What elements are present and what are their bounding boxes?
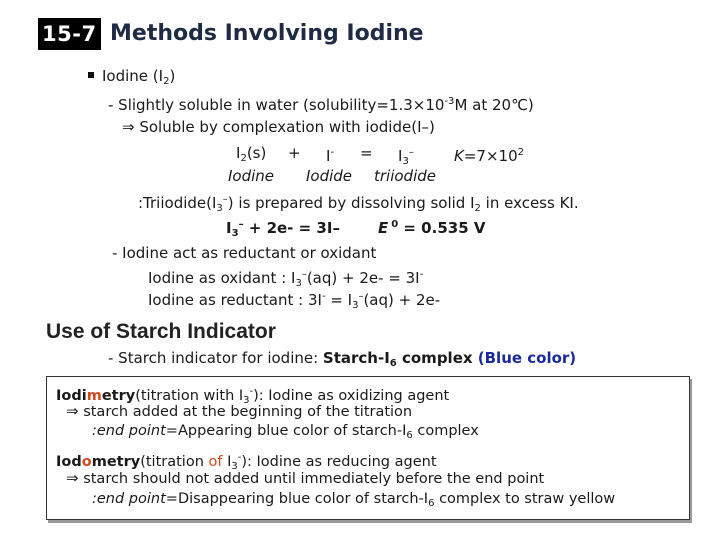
- complexation-line: ⇒ Soluble by complexation with iodide(I–): [122, 118, 435, 136]
- section-number-badge: 15-7: [38, 18, 101, 50]
- eq-iodide: I-: [326, 147, 335, 165]
- implies-arrow-icon: ⇒: [66, 469, 79, 487]
- eq-equals: =: [360, 144, 373, 162]
- iodometry-line: Iodometry(titration of $I_3^-$): Iodine as reducing agent: [56, 452, 437, 472]
- starch-section-title: Use of Starch Indicator: [46, 320, 276, 343]
- iodine-reductant-line: Iodine as reductant : $3I^- = I_3^-(aq) + 2e-$: [148, 291, 441, 311]
- solubility-line: - Slightly soluble in water ($solubility=1.3\times 10^{-3}M$ at 20℃): [108, 96, 534, 114]
- iodimetry-starch-line: ⇒ starch added at the beginning of the titration: [66, 402, 413, 420]
- square-bullet-icon: [88, 72, 94, 78]
- starch-indicator-line: - Starch indicator for iodine: Starch-$I_6$ complex (Blue color): [108, 349, 577, 369]
- iodometry-endpoint-line: :end point=Disappearing blue color of starch-$I_6$ complex to straw yellow: [92, 491, 616, 509]
- iodine-oxidant-line: Iodine as oxidant : $I_3^-(aq) + 2e- = 3I^-$: [148, 269, 424, 289]
- iodimetry-endpoint-line: :end point=Appearing blue color of starch-$I_6$ complex: [92, 423, 479, 441]
- iodometry-starch-line: ⇒ starch should not added until immediately before the end point: [66, 469, 545, 487]
- eq-triiodide: $I_3^-$: [398, 147, 414, 167]
- name-iodine: Iodine: [228, 167, 275, 185]
- implies-arrow-icon: ⇒: [122, 118, 135, 136]
- iodine-heading: Iodine $(I_2)$: [88, 66, 175, 92]
- name-triiodide: triiodide: [374, 167, 436, 185]
- iodine-act-line: - Iodine act as reductant or oxidant: [112, 244, 377, 262]
- name-iodide: Iodide: [306, 167, 353, 185]
- page-title: Methods Involving Iodine: [110, 21, 424, 46]
- eq-k-value: $K=7\times 10^2$: [454, 147, 524, 165]
- redox-equation: $I_3^- + 2e- = 3I-$ E $^0$ = 0.535 V: [226, 219, 486, 239]
- triiodide-preparation: $:Triiodide(I_3^-)$ is prepared by dissolving solid $I_2$ in excess KI.: [138, 194, 579, 214]
- implies-arrow-icon: ⇒: [66, 402, 79, 420]
- eq-plus: +: [288, 144, 301, 162]
- equilibrium-i2: $I_2(s)$: [236, 144, 267, 164]
- iodimetry-line: Iodimetry(titration with $I_3^-$): Iodine as oxidizing agent: [56, 386, 450, 406]
